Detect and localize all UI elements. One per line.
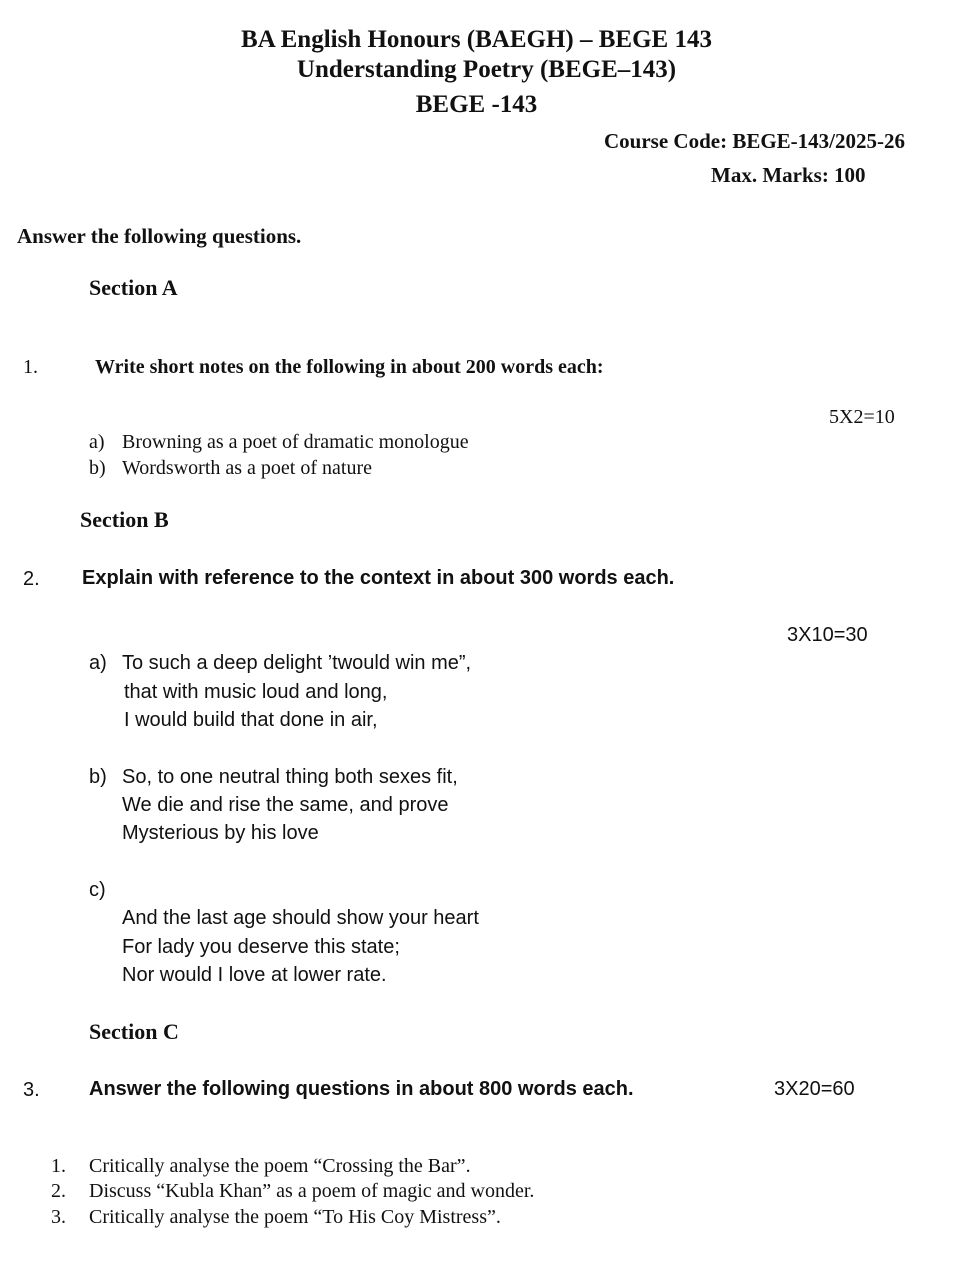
question-text: Answer the following questions in about 800 words each. xyxy=(89,1078,634,1100)
quote-line: that with music loud and long, xyxy=(124,681,388,703)
paper-subtitle: Understanding Poetry (BEGE–143) xyxy=(296,56,677,83)
section-b-title: Section B xyxy=(80,507,169,532)
question-text: Explain with reference to the context in about 300 words each. xyxy=(82,567,675,589)
list-item-number: 3. xyxy=(51,1206,66,1228)
marks-label: 5X2=10 xyxy=(829,406,895,428)
list-item: Critically analyse the poem “To His Coy Mistress”. xyxy=(89,1206,501,1228)
list-item-number: 2. xyxy=(51,1180,66,1202)
marks-label: 3X10=30 xyxy=(787,624,868,646)
quote-line: I would build that done in air, xyxy=(124,709,378,731)
paper-code: BEGE -143 xyxy=(415,91,538,118)
list-item-number: 1. xyxy=(51,1155,66,1177)
marks-label: 3X20=60 xyxy=(774,1078,855,1100)
paper-title: BA English Honours (BAEGH) – BEGE 143 xyxy=(241,26,712,53)
question-number: 2. xyxy=(23,568,40,590)
instruction: Answer the following questions. xyxy=(17,224,302,248)
list-item-label: b) xyxy=(89,457,106,479)
list-item-label: a) xyxy=(89,652,107,674)
max-marks: Max. Marks: 100 xyxy=(711,163,866,187)
list-item: Discuss “Kubla Khan” as a poem of magic and wonder. xyxy=(89,1180,535,1202)
list-item-label: b) xyxy=(89,766,107,788)
list-item-label: c) xyxy=(89,879,106,901)
quote-line: And the last age should show your heart xyxy=(122,907,479,929)
quote-line: To such a deep delight ’twould win me”, xyxy=(122,652,472,674)
list-item: Critically analyse the poem “Crossing the Bar”. xyxy=(89,1155,471,1177)
quote-line: So, to one neutral thing both sexes fit, xyxy=(122,766,458,788)
course-code: Course Code: BEGE-143/2025-26 xyxy=(604,129,905,153)
quote-line: Mysterious by his love xyxy=(122,822,319,844)
quote-line: For lady you deserve this state; xyxy=(122,936,400,958)
quote-line: We die and rise the same, and prove xyxy=(122,794,449,816)
section-a-title: Section A xyxy=(89,275,178,300)
list-item-label: a) xyxy=(89,431,105,453)
section-c-title: Section C xyxy=(89,1019,179,1044)
question-number: 1. xyxy=(23,356,38,378)
list-item: Wordsworth as a poet of nature xyxy=(122,457,372,479)
list-item: Browning as a poet of dramatic monologue xyxy=(122,431,469,453)
question-number: 3. xyxy=(23,1079,40,1101)
question-text: Write short notes on the following in about 200 words each: xyxy=(95,356,604,378)
quote-line: Nor would I love at lower rate. xyxy=(122,964,387,986)
